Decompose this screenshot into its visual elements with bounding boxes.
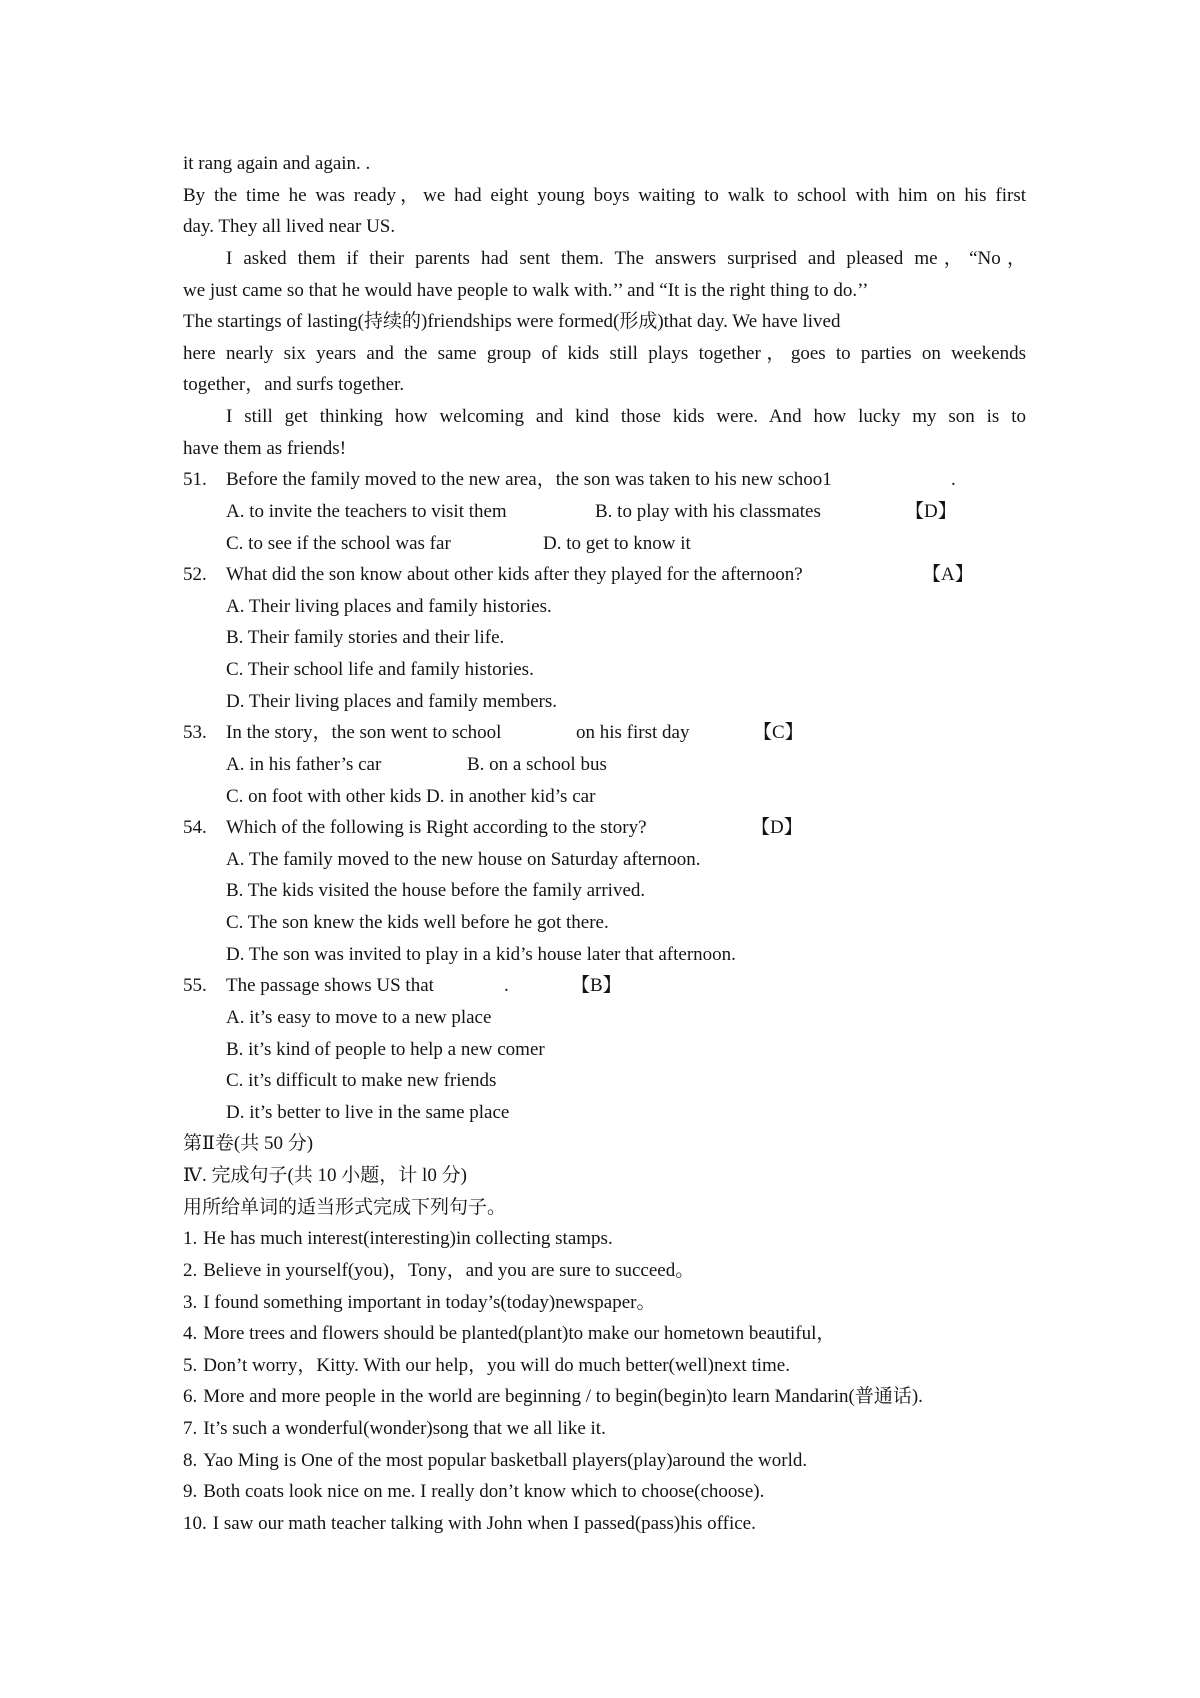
question-number: 51. — [183, 469, 207, 491]
option-row — [183, 749, 1026, 781]
exercise-item — [183, 1508, 1026, 1540]
option-a: A. to invite the teachers to visit them — [226, 500, 507, 522]
question-stem-end: on his first day — [576, 722, 690, 744]
exercise-item — [183, 1318, 1026, 1350]
item-text: He has much interest(interesting)in collecting stamps. — [203, 1228, 613, 1250]
item-number: 1. — [183, 1228, 198, 1250]
option-b: B. to play with his classmates — [595, 500, 821, 522]
item-number: 10. — [183, 1512, 207, 1534]
exercise-item — [183, 1287, 1026, 1319]
item-number: 9. — [183, 1481, 198, 1503]
option-a: A. in his father’s car — [226, 753, 382, 775]
exercise-item — [183, 1223, 1026, 1255]
option-b: B. on a school bus — [467, 753, 607, 775]
question-stem: In the story，the son went to school — [226, 722, 502, 744]
part-instruction: 用所给单词的适当形式完成下列句子。 — [183, 1196, 507, 1218]
passage-line: we just came so that he would have people to walk with.’’ and “It is the right thing to do.’’ — [183, 279, 869, 301]
exercise-item — [183, 1413, 1026, 1445]
item-number: 7. — [183, 1418, 198, 1439]
question-53 — [183, 717, 1026, 749]
option-b: B. it’s kind of people to help a new comer — [226, 1038, 545, 1060]
answer-key: 【A】 — [922, 564, 974, 586]
option-row — [183, 496, 1026, 528]
passage-line: I asked them if their parents had sent them. The answers surprised and pleased me，“No， — [226, 247, 1026, 269]
question-number: 52. — [183, 564, 207, 586]
item-text: Don’t worry，Kitty. With our help，you will do much better(well)next time. — [203, 1354, 790, 1376]
option-d: D. to get to know it — [543, 532, 691, 554]
question-number: 55. — [183, 975, 207, 997]
item-number: 2. — [183, 1259, 198, 1281]
passage-line: By the time he was ready，we had eight young boys waiting to walk to school with him on his first — [183, 184, 1026, 206]
option-row — [183, 781, 1026, 813]
exercise-item — [183, 1445, 1026, 1477]
item-text: Yao Ming is One of the most popular basketball players(play)around the world. — [203, 1449, 808, 1471]
question-number: 54. — [183, 817, 207, 839]
question-stem: Which of the following is Right according to the story? — [226, 817, 647, 839]
item-number: 6. — [183, 1386, 198, 1408]
question-number: 53. — [183, 722, 207, 744]
item-text: Both coats look nice on me. I really don’t know which to choose(choose). — [203, 1481, 765, 1503]
question-54 — [183, 812, 1026, 844]
question-52 — [183, 559, 1026, 591]
question-stem: What did the son know about other kids after they played for the afternoon? — [226, 564, 803, 586]
answer-key: 【D】 — [905, 500, 957, 522]
question-stem: The passage shows US that — [226, 975, 434, 997]
passage-line: day. They all lived near US. — [183, 216, 396, 238]
option-a: A. Their living places and family histories. — [226, 595, 552, 617]
passage-line: The startings of lasting(持续的)friendships were formed(形成)that day. We have lived — [183, 311, 841, 333]
passage-line: here nearly six years and the same group of kids still plays together，goes to parties on weekends — [183, 342, 1026, 364]
question-stem: Before the family moved to the new area，the son was taken to his new schoo1 — [226, 469, 832, 491]
option-row — [183, 528, 1026, 560]
option-a: A. it’s easy to move to a new place — [226, 1006, 492, 1028]
option-d: D. in another kid’s car — [426, 785, 596, 807]
exercise-item — [183, 1255, 1026, 1287]
option-b: B. The kids visited the house before the family arrived. — [226, 880, 646, 902]
question-51 — [183, 464, 1026, 496]
question-stem-end: . — [951, 469, 956, 491]
item-number: 5. — [183, 1354, 198, 1376]
option-c: C. The son knew the kids well before he got there. — [226, 912, 609, 933]
option-d: D. it’s better to live in the same place — [226, 1101, 510, 1123]
exercise-item — [183, 1350, 1026, 1382]
document-body — [183, 148, 1026, 1540]
passage-line: have them as friends! — [183, 437, 347, 459]
question-55 — [183, 970, 1026, 1002]
passage-line: I still get thinking how welcoming and kind those kids were. And how lucky my son is to — [226, 406, 1026, 427]
part-heading: Ⅳ. 完成句子(共 10 小题，计 l0 分) — [183, 1165, 467, 1186]
question-stem-end: . — [504, 975, 509, 997]
option-a: A. The family moved to the new house on Saturday afternoon. — [226, 848, 701, 870]
item-text: I saw our math teacher talking with John when I passed(pass)his office. — [212, 1512, 756, 1534]
item-number: 4. — [183, 1323, 198, 1345]
passage-line: it rang again and again. . — [183, 153, 371, 174]
answer-key: 【B】 — [571, 975, 622, 997]
option-d: D. Their living places and family members. — [226, 690, 558, 712]
option-c: C. on foot with other kids — [226, 785, 422, 807]
passage-line: together，and surfs together. — [183, 374, 405, 396]
exercise-item — [183, 1381, 1026, 1413]
answer-key: 【D】 — [751, 817, 803, 839]
option-b: B. Their family stories and their life. — [226, 627, 505, 649]
exercise-item — [183, 1476, 1026, 1508]
item-text: Believe in yourself(you)，Tony，and you are sure to succeed。 — [203, 1259, 695, 1281]
option-c: C. it’s difficult to make new friends — [226, 1070, 497, 1092]
section-title: 第Ⅱ卷(共 50 分) — [183, 1133, 314, 1155]
option-d: D. The son was invited to play in a kid’s house later that afternoon. — [226, 943, 736, 965]
option-c: C. Their school life and family histories. — [226, 659, 534, 680]
answer-key: 【C】 — [753, 722, 804, 744]
item-number: 3. — [183, 1291, 198, 1313]
item-text: More trees and flowers should be planted(plant)to make our hometown beautiful， — [203, 1323, 836, 1345]
item-text: It’s such a wonderful(wonder)song that we all like it. — [203, 1418, 606, 1439]
item-text: More and more people in the world are beginning / to begin(begin)to learn Mandarin(普通话). — [203, 1386, 923, 1408]
item-number: 8. — [183, 1449, 198, 1471]
item-text: I found something important in today’s(today)newspaper。 — [203, 1291, 656, 1313]
option-c: C. to see if the school was far — [226, 532, 451, 554]
